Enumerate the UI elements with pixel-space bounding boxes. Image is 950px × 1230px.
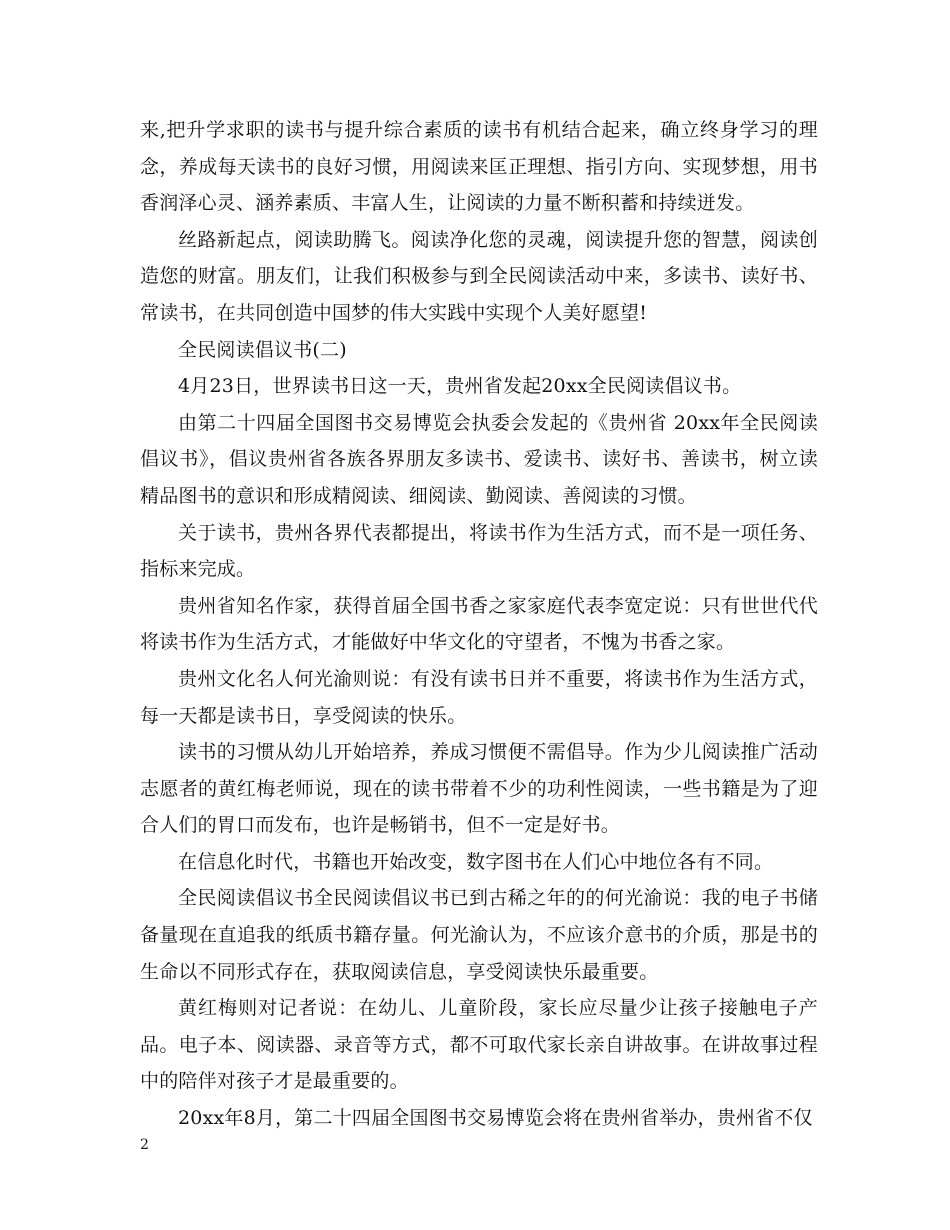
paragraph-13: 20xx年8月，第二十四届全国图书交易博览会将在贵州省举办，贵州省不仅 <box>178 1107 813 1130</box>
paragraph-2: 丝路新起点，阅读助腾飞。阅读净化您的灵魂，阅读提升您的智慧，阅读创造您的财富。朋友们，让我们积极参与到全民阅读活动中来，多读书、读好书、常读书，在共同创造中国梦的伟大实践中实现个人美好愿望! <box>140 228 818 324</box>
paragraph-10: 在信息化时代，书籍也开始改变，数字图书在人们心中地位各有不同。 <box>178 850 774 873</box>
paragraph-9: 读书的习惯从幼儿开始培养，养成习惯便不需倡导。作为少儿阅读推广活动志愿者的黄红梅老师说，现在的读书带着不少的功利性阅读，一些书籍是为了迎合人们的胃口而发布，也许是畅销书，但不一定是好书。 <box>140 741 818 837</box>
section-heading: 全民阅读倡议书(二) <box>178 338 347 361</box>
paragraph-5: 由第二十四届全国图书交易博览会执委会发起的《贵州省 20xx年全民阅读倡议书》，倡议贵州省各族各界朋友多读书、爱读书、读好书、善读书，树立读精品图书的意识和形成精阅读、细阅读、勤阅读、善阅读的习惯。 <box>140 411 818 507</box>
paragraph-11: 全民阅读倡议书全民阅读倡议书已到古稀之年的的何光渝说：我的电子书储备量现在直追我的纸质书籍存量。何光渝认为，不应该介意书的介质，那是书的生命以不同形式存在，获取阅读信息，享受阅读快乐最重要。 <box>140 887 818 983</box>
paragraph-6: 关于读书，贵州各界代表都提出，将读书作为生活方式，而不是一项任务、指标来完成。 <box>140 521 818 581</box>
paragraph-8: 贵州文化名人何光渝则说：有没有读书日并不重要，将读书作为生活方式，每一天都是读书日，享受阅读的快乐。 <box>140 667 818 727</box>
body-text <box>140 112 818 1137</box>
paragraph-7: 贵州省知名作家，获得首届全国书香之家家庭代表李宽定说：只有世世代代将读书作为生活方式，才能做好中华文化的守望者，不愧为书香之家。 <box>140 594 818 654</box>
paragraph-4: 4月23日，世界读书日这一天，贵州省发起20xx全民阅读倡议书。 <box>178 375 742 398</box>
paragraph-12: 黄红梅则对记者说：在幼儿、儿童阶段，家长应尽量少让孩子接触电子产品。电子本、阅读器、录音等方式，都不可取代家长亲自讲故事。在讲故事过程中的陪伴对孩子才是最重要的。 <box>140 997 818 1093</box>
page-number: 2 <box>140 1137 149 1153</box>
paragraph-1: 来,把升学求职的读书与提升综合素质的读书有机结合起来，确立终身学习的理念，养成每天读书的良好习惯，用阅读来匡正理想、指引方向、实现梦想，用书香润泽心灵、涵养素质、丰富人生，让阅读的力量不断积蓄和持续迸发。 <box>140 119 818 215</box>
